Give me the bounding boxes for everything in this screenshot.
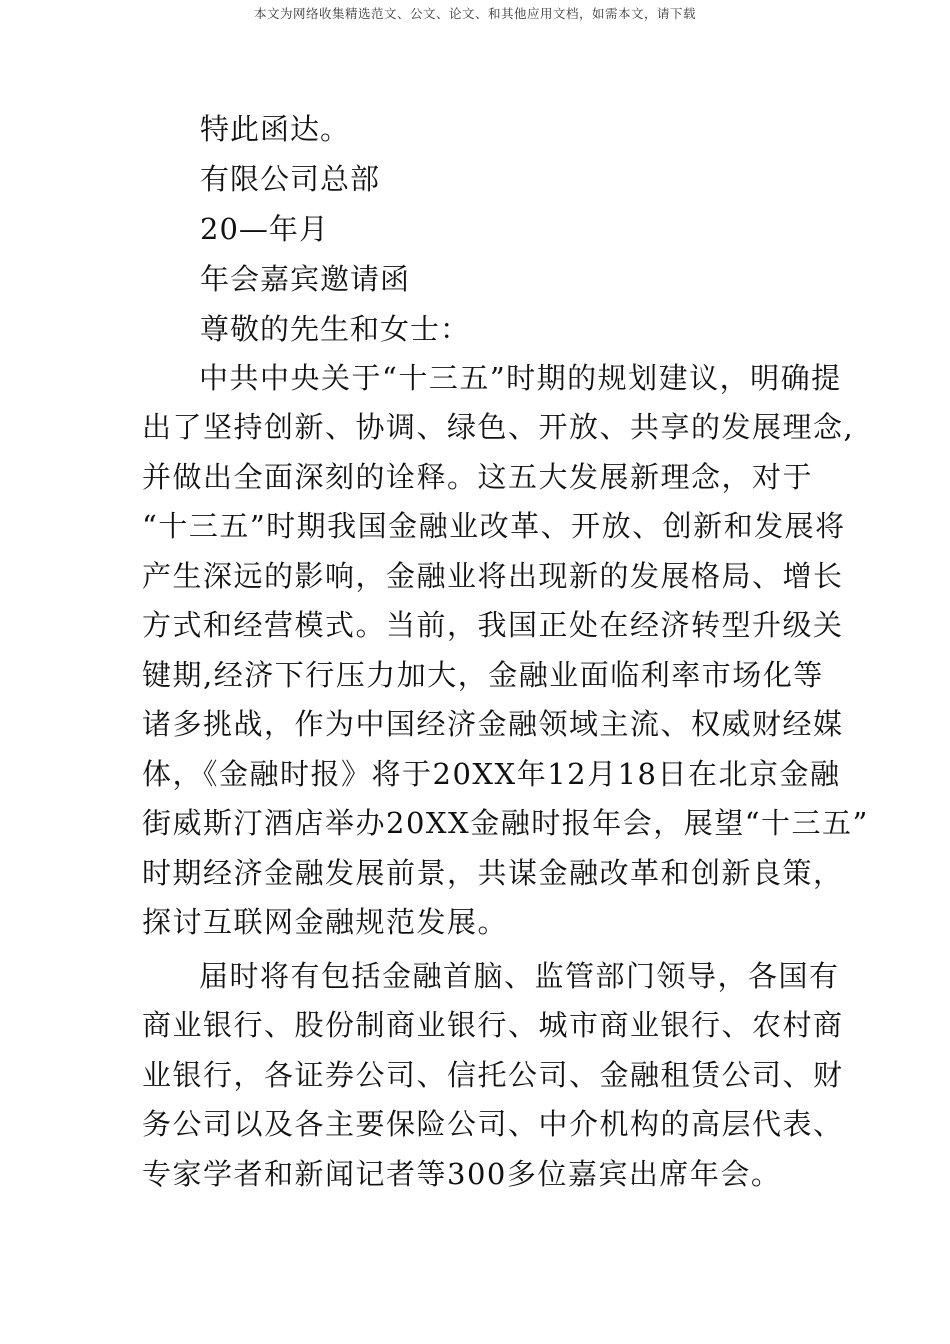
paragraph-line: 键期,经济下行压力加大，金融业面临利率市场化等 (142, 658, 824, 692)
paragraph-line: 务公司以及各主要保险公司、中介机构的高层代表、 (142, 1107, 844, 1141)
paragraph-line: 探讨互联网金融规范发展。 (142, 905, 509, 939)
paragraph-line: 并做出全面深刻的诠释。这五大发展新理念，对于 (142, 460, 814, 494)
paragraph-line: 出了坚持创新、协调、绿色、开放、共享的发展理念, (142, 410, 855, 444)
paragraph-line: 中共中央关于“十三五”时期的规划建议，明确提 (199, 361, 842, 395)
paragraph-line: 商业银行、股份制商业银行、城市商业银行、农村商 (142, 1008, 844, 1042)
closing-statement: 特此函达。 (200, 112, 351, 146)
invitation-title: 年会嘉宾邀请函 (200, 262, 411, 296)
paragraph-line: 业银行，各证券公司、信托公司、金融租赁公司、财 (142, 1058, 844, 1092)
paragraph-line: 街威斯汀酒店举办20XX金融时报年会，展望“十三五” (142, 806, 869, 840)
paragraph-line: 专家学者和新闻记者等300多位嘉宾出席年会。 (142, 1157, 782, 1191)
salutation: 尊敬的先生和女士： (200, 312, 471, 346)
paragraph-line: 体，《金融时报》将于20XX年12月18日在北京金融 (142, 757, 841, 791)
paragraph-line: 方式和经营模式。当前，我国正处在经济转型升级关 (142, 608, 844, 642)
paragraph-line: “十三五”时期我国金融业改革、开放、创新和发展将 (142, 509, 846, 543)
document-header-note: 本文为网络收集精选范文、公文、论文、和其他应用文档，如需本文，请下载 (253, 6, 696, 21)
paragraph-line: 诸多挑战，作为中国经济金融领域主流、权威财经媒 (142, 707, 844, 741)
paragraph-line: 时期经济金融发展前景，共谋金融改革和创新良策， (142, 856, 844, 890)
letter-date: 20—年月 (200, 212, 329, 246)
paragraph-line: 产生深远的影响，金融业将出现新的发展格局、增长 (142, 559, 844, 593)
paragraph-line: 届时将有包括金融首脑、监管部门领导，各国有 (199, 959, 840, 993)
company-signature: 有限公司总部 (200, 162, 381, 196)
